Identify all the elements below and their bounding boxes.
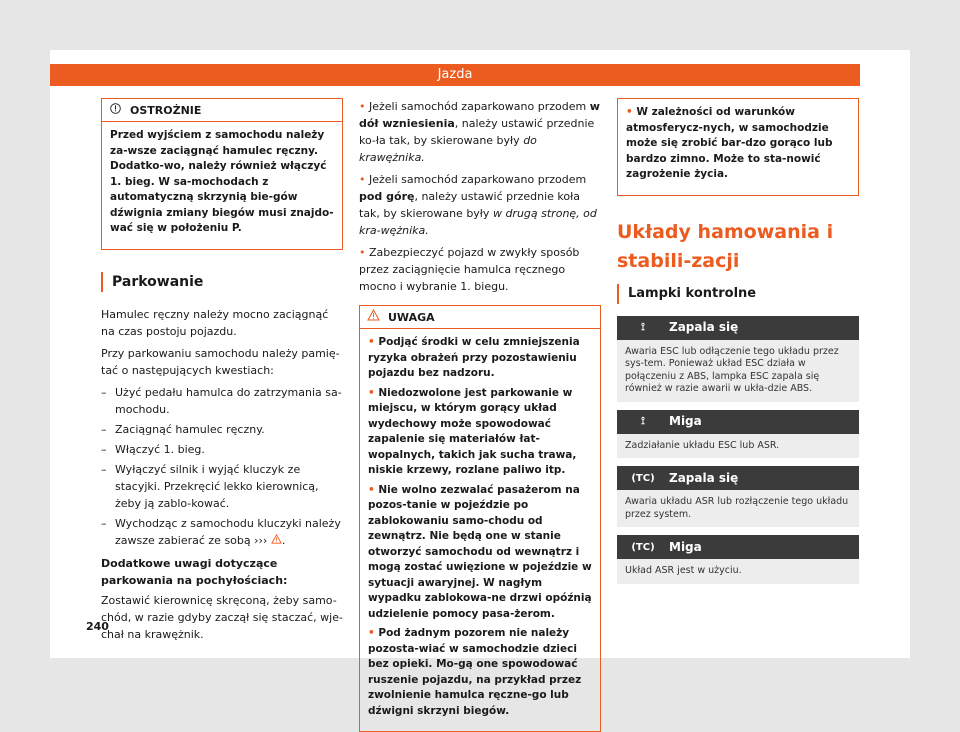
caution-text: Przed wyjściem z samochodu należy za-wsze zaciągnąć hamulec ręczny. Dodatko-wo, należy również włączyć 1. bieg. W sa-mochodach z automatyczną skrzynią bie-gów dźwignia zmiany biegów musi znajdo-wać się w położeniu P.	[110, 129, 334, 234]
lamp-label: Miga	[669, 539, 702, 554]
warning-item	[368, 626, 592, 719]
continued-warning-body	[618, 99, 858, 195]
section-header: Jazda	[50, 64, 860, 86]
lamp-label: Zapala się	[669, 470, 739, 485]
lamp-entry	[617, 535, 859, 584]
caution-box-title	[102, 99, 342, 122]
paragraph: Hamulec ręczny należy mocno zaciągnąć na czas postoju pojazdu.	[101, 307, 329, 338]
dash-list-item	[101, 421, 343, 438]
bullet-text-pre: Zabezpieczyć pojazd w zwykły sposób przez zaciągnięcie hamulca ręcznego mocno i wybranie 1. biegu.	[359, 246, 580, 293]
lamps-heading: Lampki kontrolne	[617, 284, 859, 304]
bullet-marker: •	[368, 483, 379, 496]
dash-list-item	[101, 384, 343, 418]
dash-list-item	[101, 515, 343, 549]
bullet-marker: •	[368, 627, 379, 639]
dash-marker: –	[101, 516, 107, 530]
bullet-text-pre: Jeżeli samochód zaparkowano przodem	[369, 173, 587, 186]
dash-list	[101, 384, 343, 549]
bullet-text-bold: pod górę	[359, 190, 415, 203]
bullet-item	[359, 244, 601, 295]
lamp-entry	[617, 316, 859, 402]
continued-warning-box	[617, 98, 859, 196]
bullet-text-bold: w dół wzniesienia	[359, 100, 600, 130]
page-number: 240	[86, 620, 109, 633]
warning-item-text: Podjąć środki w celu zmniejszenia ryzyka obrażeń przy pozostawieniu pojazdu bez nadzoru.	[368, 336, 580, 379]
warning-triangle-icon	[366, 309, 380, 326]
bullet-marker: •	[359, 173, 369, 186]
dash-marker: –	[101, 422, 107, 436]
continued-warning-item: • W zależności od warunków atmosferycz-nych, w samochodzie może się zrobić bar-dzo gorąco lub bardzo zimno. Może to sta-nowić zagrożenie życia.	[626, 106, 833, 180]
dash-marker: –	[101, 385, 107, 399]
warning-box	[359, 305, 601, 732]
lamp-entry	[617, 466, 859, 527]
warning-title-text: UWAGA	[388, 310, 435, 324]
column-3	[617, 98, 859, 592]
lamp-label: Zapala się	[669, 320, 739, 334]
bullet-marker: •	[368, 336, 379, 348]
paragraph: Zostawić kierownicę skręconą, żeby samo-chód, w razie gdyby zaczął się staczać, wje-chał na krawężnik.	[101, 593, 343, 641]
lamp-bar	[617, 316, 859, 340]
dash-item-text: Użyć pedału hamulca do zatrzymania sa-mochodu.	[115, 385, 342, 416]
warning-box-title	[360, 306, 600, 329]
caution-title-text: OSTROŻNIE	[130, 103, 202, 117]
esc-skid-icon: ⟟	[641, 416, 645, 427]
bullet-text-italic: w drugą stronę, od kra-wężnika.	[359, 207, 597, 237]
bullet-marker: •	[359, 246, 369, 259]
lamp-label: Miga	[669, 414, 702, 428]
warning-item	[368, 386, 592, 479]
warning-item	[368, 483, 592, 623]
bullet-item	[359, 171, 601, 239]
caution-box-body	[102, 122, 342, 249]
bullet-text-post: , należy ustawić przednie koła tak, by skierowane były	[359, 190, 581, 220]
bullet-marker: •	[359, 100, 369, 113]
bullet-text-post: , należy ustawić przednie ko-ła tak, by skierowane były	[359, 117, 595, 147]
dash-marker: –	[101, 442, 107, 456]
lamp-description: Układ ASR jest w użyciu.	[617, 559, 859, 584]
info-circle-icon	[108, 102, 122, 119]
bullet-text-italic: do krawężnika.	[359, 134, 537, 164]
warning-item-text: Nie wolno zezwalać pasażerom na pozos-tanie w pojeździe po zablokowaniu samo-chodu od zewnątrz. Nie będą one w stanie otworzyć samochodu od wewnątrz i mogą zostać uwięzione w pojeździe w sytuacji awaryjnej. W nagłym wypadku zablokowa-ne drzwi opóźnią udzielenie pomocy pasa-żerom.	[368, 483, 592, 620]
subheading: Dodatkowe uwagi dotyczące parkowania na pochyłościach:	[101, 556, 288, 587]
column-1	[101, 98, 343, 648]
lamp-bar	[617, 535, 859, 559]
esc-skid-icon: ⟟	[641, 322, 645, 333]
bullet-list	[359, 98, 601, 295]
dash-list-item	[101, 461, 343, 512]
lamp-bar	[617, 410, 859, 434]
paragraph: Przy parkowaniu samochodu należy pamię-tać o następujących kwestiach:	[101, 346, 340, 377]
dash-list-item	[101, 441, 343, 458]
lamp-bar	[617, 466, 859, 490]
lamp-description: Awaria układu ASR lub rozłączenie tego układu przez system.	[617, 490, 859, 527]
lamp-description: Awaria ESC lub odłączenie tego układu przez sys-tem. Ponieważ układ ESC działa w połączeniu z ABS, lampka ESC zapala się również w razie awarii w ukła-dzie ABS.	[617, 340, 859, 402]
warning-triangle-icon[interactable]: .	[267, 534, 285, 547]
warning-item-text: Niedozwolone jest parkowanie w miejscu, w którym gorący układ wydechowy może spowodować zapalenie się materiałów łat-wopalnych, takich jak sucha trawa, niskie krzewy, rozlane paliwo itp.	[368, 386, 577, 476]
caution-box	[101, 98, 343, 250]
dash-item-text: Wychodząc z samochodu kluczyki należy zawsze zabierać ze sobą ›››	[115, 516, 341, 547]
warning-box-body	[360, 329, 600, 731]
lamp-list	[617, 316, 859, 584]
dash-item-text: Zaciągnąć hamulec ręczny.	[115, 422, 265, 436]
column-2	[359, 98, 601, 732]
bullet-item	[359, 98, 601, 166]
tc-icon: (TC)	[631, 472, 655, 484]
bullet-marker: •	[368, 386, 379, 399]
bullet-text-pre: Jeżeli samochód zaparkowano przodem	[369, 100, 590, 113]
tc-icon: (TC)	[631, 541, 655, 553]
dash-item-text: Włączyć 1. bieg.	[115, 442, 205, 456]
warning-item-text: Pod żadnym pozorem nie należy pozosta-wiać w samochodzie dzieci bez opieki. Mo-gą one spowodować ruszenie pojazdu, na przykład przez zwolnienie hamulca ręczne-go lub dźwigni skrzyni biegów.	[368, 627, 582, 717]
lamp-entry	[617, 410, 859, 459]
dash-marker: –	[101, 462, 107, 476]
warning-item	[368, 335, 592, 382]
section-heading-parkowanie: Parkowanie	[101, 272, 343, 292]
chapter-title: Układy hamowania i stabili-zacji	[617, 220, 834, 272]
dash-item-text: Wyłączyć silnik i wyjąć kluczyk ze stacyjki. Przekręcić lekko kierownicą, żeby ją zablo-kować.	[115, 462, 319, 510]
lamp-description: Zadziałanie układu ESC lub ASR.	[617, 434, 859, 459]
